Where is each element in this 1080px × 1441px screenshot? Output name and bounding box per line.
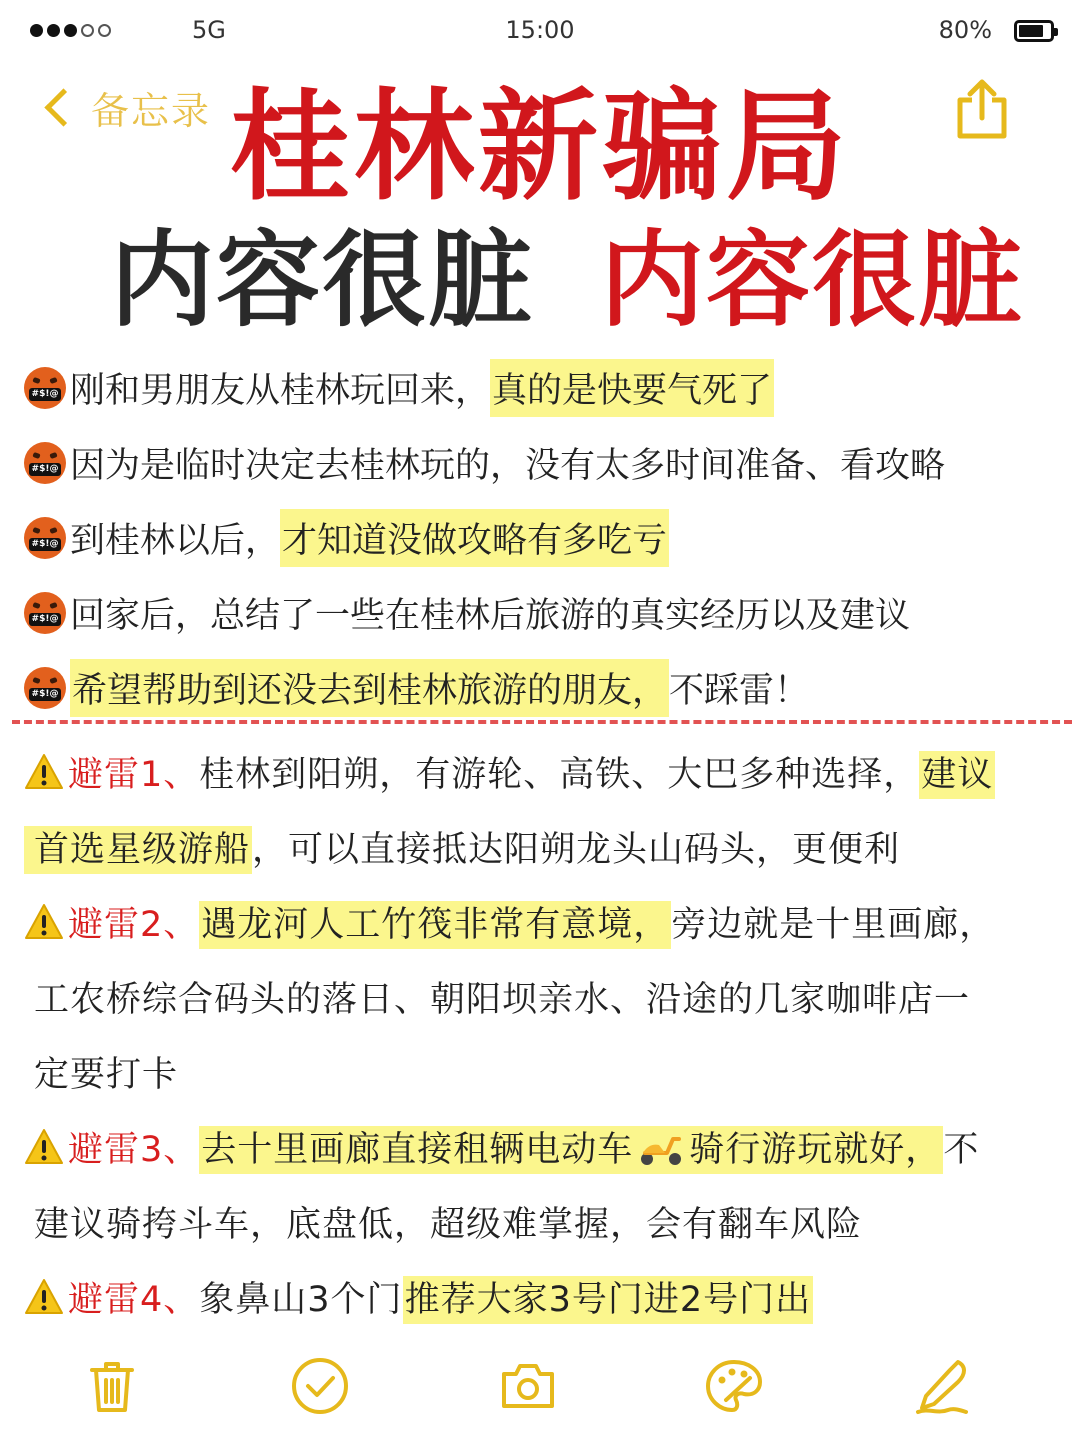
tip-label: 避雷2、 bbox=[68, 905, 200, 945]
markup-button[interactable] bbox=[704, 1356, 764, 1416]
back-label: 备忘录 bbox=[91, 89, 212, 133]
tip-highlight: 推荐大家3号门进2号门出 bbox=[403, 1276, 814, 1324]
subtitle-right: 内容很脏 bbox=[600, 219, 1025, 341]
cursing-face-icon: #$!@ bbox=[24, 442, 66, 484]
page-title: 桂林新骗局 bbox=[230, 78, 850, 217]
tips-list bbox=[24, 738, 1066, 1338]
cursing-face-icon: #$!@ bbox=[24, 367, 66, 409]
tip-highlight: 首选星级游船 bbox=[24, 826, 252, 874]
tip-item bbox=[24, 738, 1066, 888]
intro-text: 刚和男朋友从桂林玩回来， bbox=[70, 370, 491, 411]
tip-label: 避雷4、 bbox=[68, 1280, 200, 1320]
intro-highlight: 希望帮助到还没去到桂林旅游的朋友， bbox=[70, 659, 669, 717]
intro-line bbox=[24, 500, 1064, 575]
cursing-face-icon: #$!@ bbox=[24, 592, 66, 634]
cursing-face-icon: #$!@ bbox=[24, 517, 66, 559]
camera-button[interactable] bbox=[498, 1356, 558, 1416]
intro-list bbox=[24, 350, 1064, 725]
intro-text: 到桂林以后， bbox=[70, 520, 281, 561]
status-time: 15:00 bbox=[505, 16, 575, 44]
intro-line bbox=[24, 650, 1064, 725]
tip-text: ，可以直接抵达阳朔龙头山码头，更便利 bbox=[252, 830, 901, 870]
tip-highlight: 骑行游玩就好， bbox=[687, 1126, 943, 1174]
battery-icon bbox=[1014, 20, 1054, 42]
tip-item bbox=[24, 1263, 1066, 1338]
palette-icon bbox=[704, 1356, 764, 1416]
intro-text: 回家后，总结了一些在桂林后旅游的真实经历以及建议 bbox=[70, 595, 911, 636]
intro-text: 不踩雷！ bbox=[669, 670, 810, 711]
warning-icon bbox=[24, 752, 64, 792]
subtitle-left: 内容很脏 bbox=[110, 219, 535, 341]
bottom-toolbar bbox=[0, 1350, 1080, 1430]
tip-text: 定要打卡 bbox=[34, 1055, 179, 1095]
tip-text: 象鼻山3个门 bbox=[199, 1280, 403, 1320]
tip-text: 建议骑挎斗车，底盘低，超级难掌握，会有翻车风险 bbox=[34, 1205, 863, 1245]
intro-highlight: 才知道没做攻略有多吃亏 bbox=[280, 509, 669, 567]
tip-highlight: 遇龙河人工竹筏非常有意境， bbox=[199, 901, 671, 949]
battery-percent: 80% bbox=[938, 16, 992, 44]
status-bar bbox=[0, 0, 1080, 64]
camera-icon bbox=[498, 1356, 558, 1416]
tip-item bbox=[24, 1113, 1066, 1263]
network-type: 5G bbox=[192, 16, 226, 44]
checkmark-circle-icon bbox=[290, 1356, 350, 1416]
intro-highlight: 真的是快要气死了 bbox=[490, 359, 774, 417]
warning-icon bbox=[24, 1127, 64, 1167]
tip-label: 避雷3、 bbox=[68, 1130, 200, 1170]
tip-highlight: 去十里画廊直接租辆电动车 bbox=[199, 1126, 635, 1174]
cursing-face-icon: #$!@ bbox=[24, 667, 66, 709]
intro-line bbox=[24, 350, 1064, 425]
warning-icon bbox=[24, 1277, 64, 1317]
tip-text: 桂林到阳朔，有游轮、高铁、大巴多种选择， bbox=[199, 755, 920, 795]
intro-text: 因为是临时决定去桂林玩的，没有太多时间准备、看攻略 bbox=[70, 445, 946, 486]
dashed-divider bbox=[12, 720, 1072, 724]
tip-text: 旁边就是十里画廊， bbox=[671, 905, 996, 945]
tip-text: 工农桥综合码头的落日、朝阳坝亲水、沿途的几家咖啡店一 bbox=[34, 980, 971, 1020]
scooter-icon bbox=[637, 1131, 685, 1167]
tip-item bbox=[24, 888, 1066, 1113]
delete-button[interactable] bbox=[82, 1356, 142, 1416]
trash-icon bbox=[82, 1356, 142, 1416]
intro-line bbox=[24, 575, 1064, 650]
warning-icon bbox=[24, 902, 64, 942]
tip-text: 不 bbox=[943, 1130, 980, 1170]
compose-button[interactable] bbox=[912, 1356, 972, 1416]
checklist-button[interactable] bbox=[290, 1356, 350, 1416]
intro-line bbox=[24, 425, 1064, 500]
tip-highlight: 建议 bbox=[919, 751, 995, 799]
tip-label: 避雷1、 bbox=[68, 755, 200, 795]
pen-icon bbox=[912, 1356, 972, 1416]
